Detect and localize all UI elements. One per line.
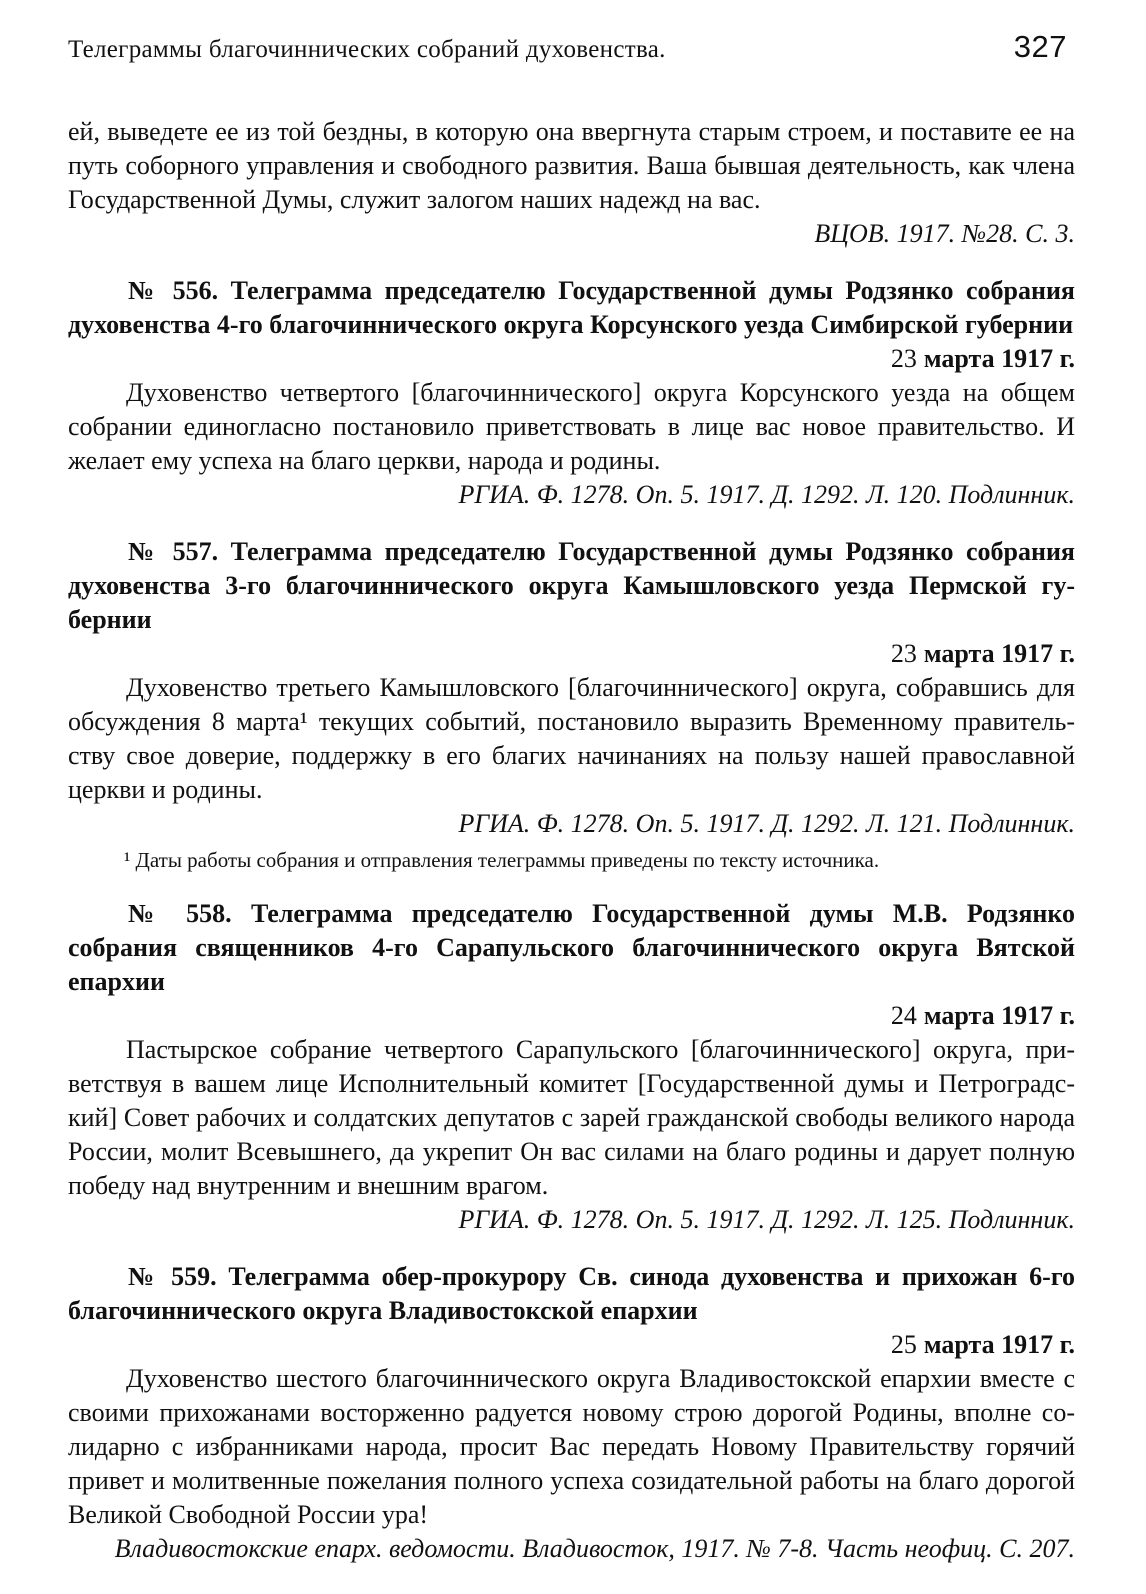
telegram-entry-558: [68, 897, 1075, 1237]
telegram-entry-556: [68, 274, 1075, 512]
page-number: 327: [1013, 29, 1067, 64]
entry-date: [68, 1328, 1075, 1362]
intro-fragment: [68, 115, 1075, 251]
date-day: 24: [890, 1001, 917, 1030]
continuation-paragraph: ей, выведете ее из той бездны, в которую она ввергнута старым строем, и поставите ее на путь соборного управления и свободного развития. Ваша бывшая деятельность, как члена Государственной Думы, служит залогом наших надежд на вас.: [68, 117, 1075, 214]
date-month-year: марта 1917 г.: [923, 1330, 1075, 1359]
source-citation: Владивостокские епарх. ведомости. Владивосток, 1917. № 7-8. Часть неофиц. С. 207.: [114, 1534, 1075, 1563]
entry-body: Духовенство третьего Камышловского [благочиннического] округа, собравшись для обсуждения 8 марта¹ текущих событий, постановило выразить Временному правительству свое доверие, поддержку в его благих начинаниях на пользу нашей православной церкви и родины.: [68, 673, 1075, 804]
date-month-year: марта 1917 г.: [923, 1001, 1075, 1030]
entry-date: [68, 999, 1075, 1033]
telegram-entry-559: [68, 1260, 1075, 1566]
source-citation: РГИА. Ф. 1278. Оп. 5. 1917. Д. 1292. Л. 125. Подлинник.: [458, 1205, 1075, 1234]
date-month-year: марта 1917 г.: [923, 344, 1075, 373]
entry-body: Духовенство шестого благочиннического округа Владивостокской епархии вместе с своими прихожанами восторженно радуется новому строю дорогой Родины, вполне солидарно с избранниками народа, просит Вас передать Новому Правительству горячий привет и молитвенные пожелания полного успеха созидательной работы на благо дорогой Великой Свободной России ура!: [68, 1364, 1075, 1529]
entry-body: Духовенство четвертого [благочиннического] округа Корсунского уезда на общем собрании единогласно постановило приветствовать в лице вас новое правительство. И желает ему успеха на благо церкви, народа и родины.: [68, 378, 1075, 475]
date-day: 23: [890, 344, 917, 373]
telegram-entry-557: [68, 535, 1075, 874]
date-month-year: марта 1917 г.: [923, 639, 1075, 668]
entry-heading: № 559. Телеграмма обер-прокурору Св. синода духовенства и прихожан 6-го благочиннического округа Владивостокской епархии: [68, 1262, 1075, 1325]
entry-date: [68, 342, 1075, 376]
entry-heading: № 556. Телеграмма председателю Государственной думы Родзянко собрания духовенства 4-го благочиннического округа Корсунского уезда Симбирской губернии: [68, 276, 1075, 339]
entry-heading: № 557. Телеграмма председателю Государственной думы Родзянко собрания духовенства 3-го благочиннического округа Камышловского уезда Пермской губернии: [68, 537, 1075, 634]
entry-date: [68, 637, 1075, 671]
date-day: 25: [890, 1330, 917, 1359]
source-citation: РГИА. Ф. 1278. Оп. 5. 1917. Д. 1292. Л. 120. Подлинник.: [458, 480, 1075, 509]
footnote: ¹ Даты работы собрания и отправления телеграммы приведены по тексту источника.: [124, 848, 880, 872]
running-title: Телеграммы благочиннических собраний духовенства.: [68, 36, 666, 63]
source-citation: ВЦОВ. 1917. №28. С. 3.: [814, 219, 1075, 248]
entry-body: Пастырское собрание четвертого Сарапульского [благочиннического] округа, приветствуя в вашем лице Исполнительный комитет [Государственной думы и Петроградский] Совет рабочих и солдатских депутатов с зарей гражданской свободы великого народа России, молит Всевышнего, да укрепит Он вас силами на благо родины и дарует полную победу над внутренним и внешним врагом.: [68, 1035, 1075, 1200]
page-header: [68, 30, 1075, 67]
entry-heading: № 558. Телеграмма председателю Государственной думы М.В. Родзянко собрания священников 4-го Сарапульского благочиннического округа Вятской епархии: [68, 899, 1075, 996]
date-day: 23: [890, 639, 917, 668]
source-citation: РГИА. Ф. 1278. Оп. 5. 1917. Д. 1292. Л. 121. Подлинник.: [458, 809, 1075, 838]
